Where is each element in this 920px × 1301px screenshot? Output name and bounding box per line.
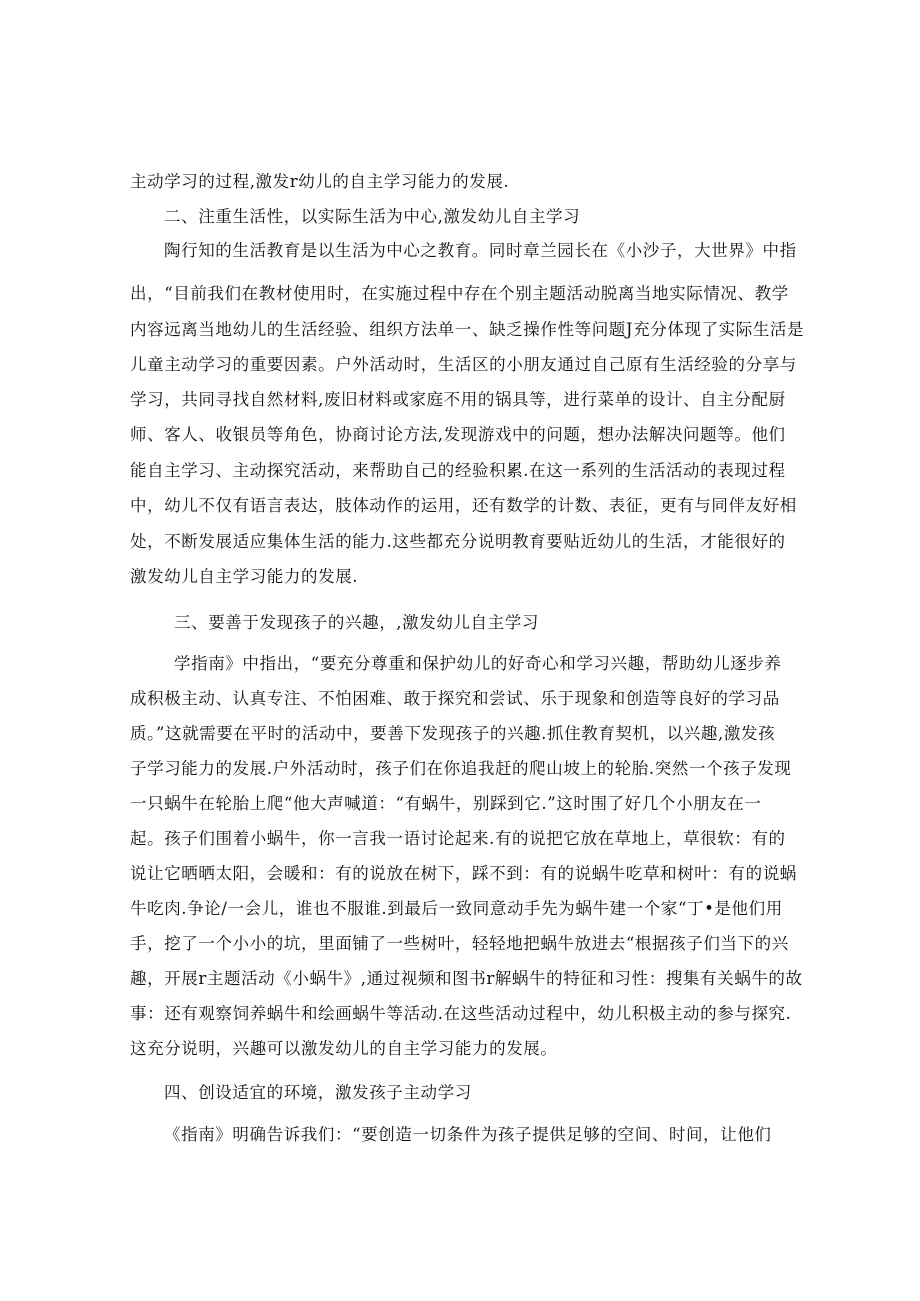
body-text-line: 牛吃肉.争论/一会儿，谁也不服谁.到最后一致同意动手先为蜗牛建一个家“丁•是他们用 xyxy=(130,899,783,918)
body-text-line: 学指南》中指出，“要充分尊重和保护幼儿的好奇心和学习兴趣，帮助幼儿逐步养 xyxy=(174,654,782,673)
body-text-line: 内容远离当地幼儿的生活经验、组织方法单一、缺乏操作性等问题J充分体现了实际生活是 xyxy=(130,320,805,339)
body-text-line: 一只蜗牛在轮胎上爬“他大声喊道：“有蜗牛，别踩到它.”这时围了好几个小朋友在一 xyxy=(130,794,762,813)
body-text-line: 中，幼儿不仅有语言表达，肢体动作的运用，还有数学的计数、表征，更有与同伴友好相 xyxy=(130,496,797,515)
body-text-line: 出，“目前我们在教材使用时，在实施过程中存在个别主题活动脱离当地实际情况、教学 xyxy=(130,284,789,303)
body-text-line: 这充分说明，兴趣可以激发幼儿的自主学习能力的发展。 xyxy=(130,1039,558,1058)
body-text-line: 处，不断发展适应集体生活的能力.这些都充分说明教育要贴近幼儿的生活，才能很好的 xyxy=(130,532,786,551)
body-text-line: 子学习能力的发展.户外活动时，孩子们在你追我赶的爬山坡上的轮胎.突然一个孩子发现 xyxy=(130,759,792,778)
body-text-line: 成积极主动、认真专注、不怕困难、敢于探究和尝试、乐于现象和创造等良好的学习品 xyxy=(130,689,780,708)
body-text-line: 起。孩子们围着小蜗牛，你一言我一语讨论起来.有的说把它放在草地上，草很软：有的 xyxy=(130,829,786,848)
body-text-line: 学习，共同寻找自然材料,废旧材料或家庭不用的锅具等，进行菜单的设计、自主分配厨 xyxy=(130,390,786,409)
body-text-line: 趣，开展r主题活动《小蜗牛》,通过视频和图书r解蜗牛的特征和习性：搜集有关蜗牛的故 xyxy=(130,969,803,988)
body-text-line: 儿童主动学习的重要因素。户外活动时，生活区的小朋友通过自己原有生活经验的分享与 xyxy=(130,355,797,374)
body-text-line: 激发幼儿自主学习能力的发展. xyxy=(130,567,359,586)
body-text-line: 《指南》明确告诉我们：“要创造一切条件为孩子提供足够的空间、时间，让他们 xyxy=(164,1125,772,1144)
body-text-line: 师、客人、收银员等角色，协商讨论方法,发现游戏中的问题，想办法解决问题等。他们 xyxy=(130,425,786,444)
body-text-line: 陶行知的生活教育是以生活为中心之教育。同时章兰园长在《小沙子，大世界》中指 xyxy=(164,241,797,260)
body-text-line: 说让它晒晒太阳，会暖和：有的说放在树下，踩不到：有的说蜗牛吃草和树叶：有的说蜗 xyxy=(130,864,797,883)
section-heading: 三、要善于发现孩子的兴趣，,激发幼儿自主学习 xyxy=(174,613,539,632)
body-text-line: 质。”这就需要在平时的活动中，要善下发现孩子的兴趣.抓住教育契机，以兴趣,激发孩 xyxy=(130,724,776,743)
section-heading: 四、创设适宜的环境，激发孩子主动学习 xyxy=(164,1083,472,1102)
body-text-line: 手，挖了一个小小的坑，里面铺了一些树叶，轻轻地把蜗牛放进去“根据孩子们当下的兴 xyxy=(130,934,789,953)
section-heading: 二、注重生活性，以实际生活为中心,激发幼儿自主学习 xyxy=(164,207,581,226)
body-text-line: 能自主学习、主动探究活动，来帮助自己的经验积累.在这一系列的生活活动的表现过程 xyxy=(130,461,786,480)
body-text-line: 事：还有观察饲养蜗牛和绘画蜗牛等活动.在这些活动过程中，幼儿积极主动的参与探究. xyxy=(130,1004,792,1023)
body-text-line: 主动学习的过程,激发r幼儿的自主学习能力的发展. xyxy=(130,172,510,191)
